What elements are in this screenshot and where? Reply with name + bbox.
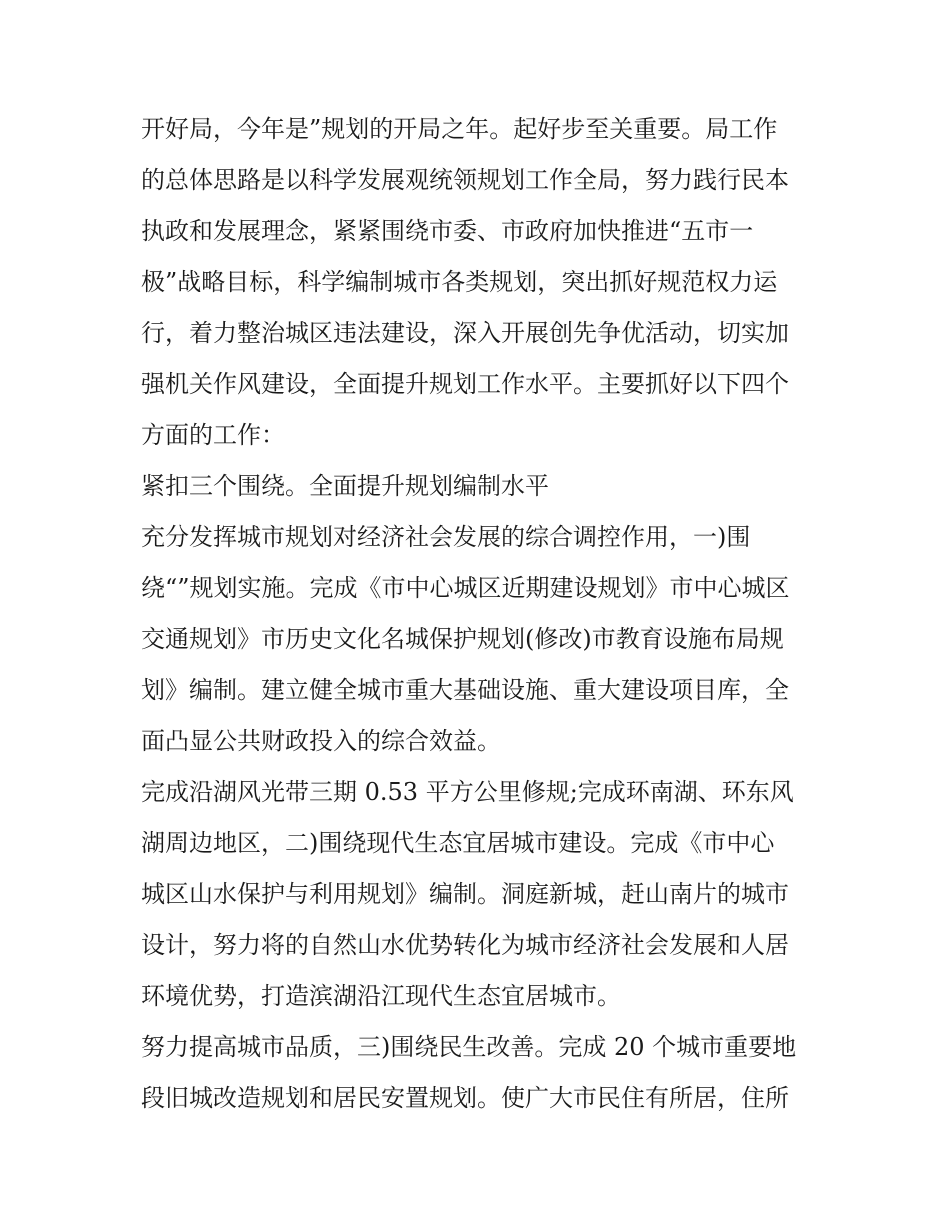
text-line: 划》编制。建立健全城市重大基础设施、重大建设项目库，全 xyxy=(141,676,789,704)
text-line: 设计，努力将的自然山水优势转化为城市经济社会发展和人居 xyxy=(141,931,789,959)
text-line: 段旧城改造规划和居民安置规划。使广大市民住有所居，住所 xyxy=(141,1084,789,1112)
text-line: 环境优势，打造滨湖沿江现代生态宜居城市。 xyxy=(141,982,621,1010)
text-line: 完成沿湖风光带三期 0.53 平方公里修规;完成环南湖、环东风 xyxy=(141,778,794,806)
text-line: 执政和发展理念，紧紧围绕市委、市政府加快推进“五市一 xyxy=(141,217,754,245)
text-line: 努力提高城市品质，三)围绕民生改善。完成 20 个城市重要地 xyxy=(141,1033,797,1061)
text-line: 极”战略目标，科学编制城市各类规划，突出抓好规范权力运 xyxy=(141,268,778,296)
text-line: 湖周边地区，二)围绕现代生态宜居城市建设。完成《市中心 xyxy=(141,829,775,857)
text-line: 面凸显公共财政投入的综合效益。 xyxy=(141,727,501,755)
text-line: 绕“”规划实施。完成《市中心城区近期建设规划》市中心城区 xyxy=(141,574,790,602)
text-line: 的总体思路是以科学发展观统领规划工作全局，努力践行民本 xyxy=(141,166,789,194)
document-body xyxy=(141,104,821,1124)
text-line: 充分发挥城市规划对经济社会发展的综合调控作用，一)围 xyxy=(141,523,751,551)
text-line: 开好局，今年是”规划的开局之年。起好步至关重要。局工作 xyxy=(141,115,778,143)
text-line: 行，着力整治城区违法建设，深入开展创先争优活动，切实加 xyxy=(141,319,789,347)
text-line: 强机关作风建设，全面提升规划工作水平。主要抓好以下四个 xyxy=(141,370,789,398)
text-line: 交通规划》市历史文化名城保护规划(修改)市教育设施布局规 xyxy=(141,625,784,653)
section-heading: 紧扣三个围绕。全面提升规划编制水平 xyxy=(141,472,549,500)
text-line: 城区山水保护与利用规划》编制。洞庭新城，赶山南片的城市 xyxy=(141,880,789,908)
text-line: 方面的工作： xyxy=(141,421,285,449)
